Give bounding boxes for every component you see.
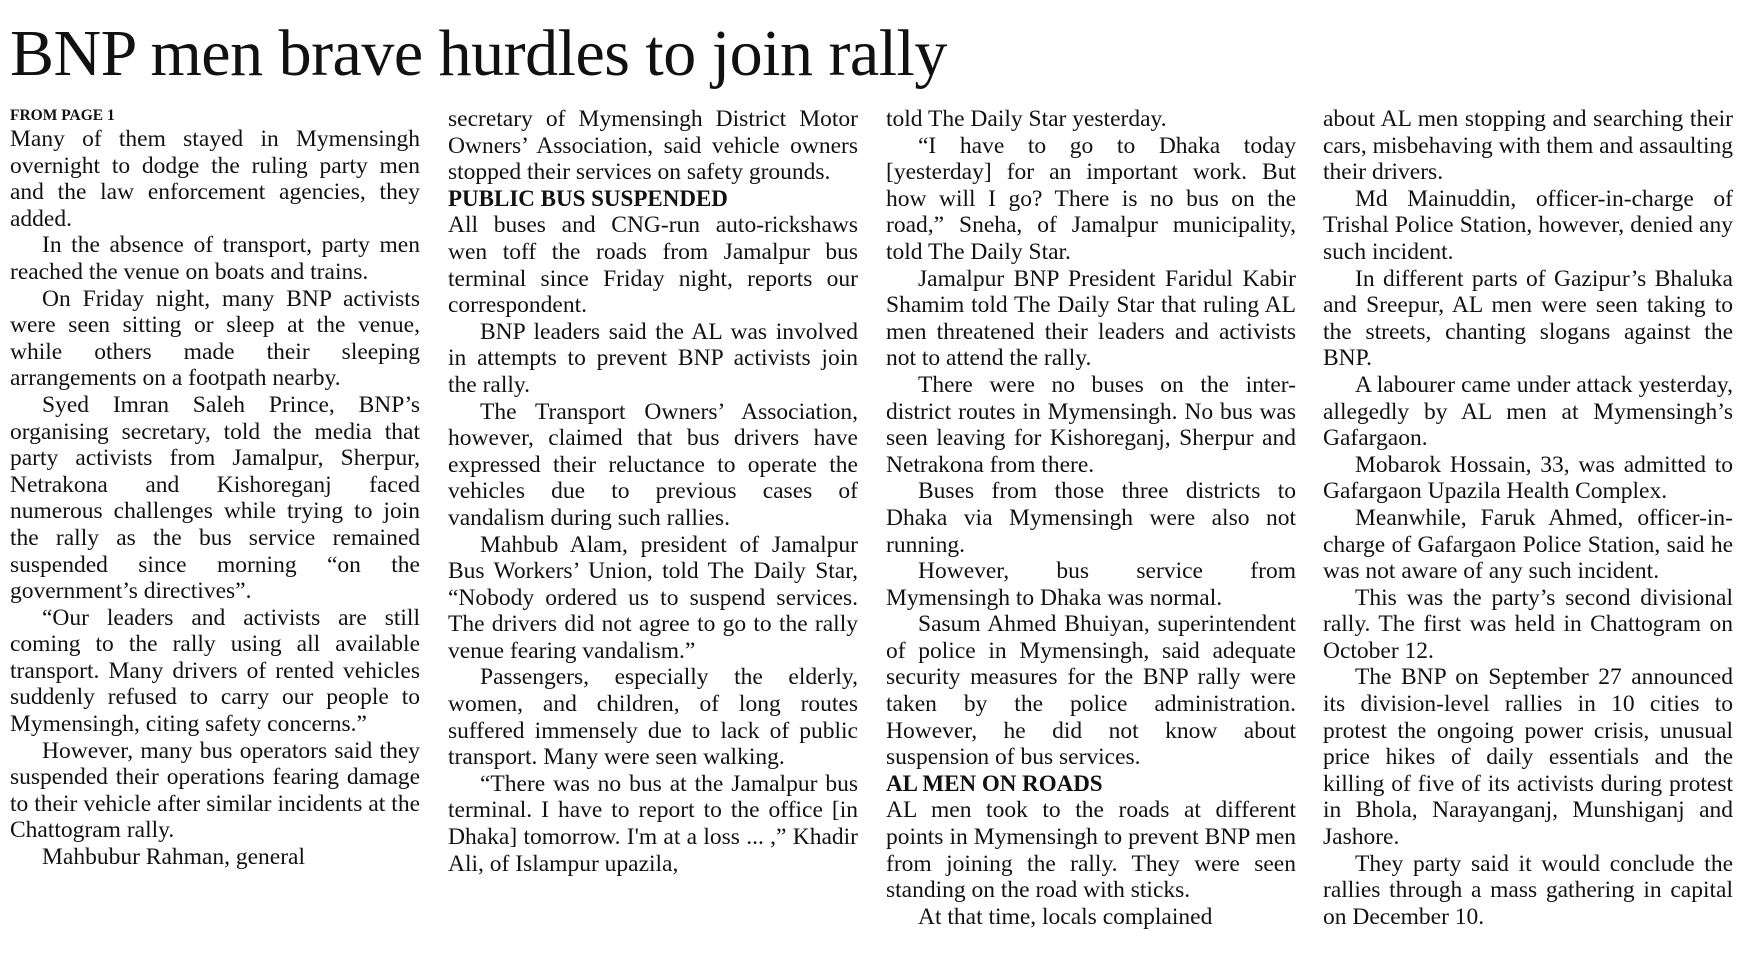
paragraph: secretary of Mymensingh District Motor Owners’ Association, said vehicle owners stopped their services on safety grounds. <box>448 106 858 186</box>
section-subhead: AL MEN ON ROADS <box>886 770 1103 796</box>
paragraph: Passengers, especially the elderly, women, and children, of long routes suffered immensely due to lack of public transport. Many were seen walking. <box>448 664 858 771</box>
paragraph: Sasum Ahmed Bhuiyan, superintendent of police in Mymensingh, said adequate security measures for the BNP rally were taken by the police administration. However, he did not know about suspension of bus services. <box>886 611 1296 771</box>
paragraph: This was the party’s second divisional rally. The first was held in Chattogram on October 12. <box>1323 584 1733 664</box>
paragraph: “Our leaders and activists are still coming to the rally using all available transport. Many drivers of rented vehicles suddenly refused to carry our people to Mymensingh, citing safety concerns.” <box>10 604 420 738</box>
paragraph: Many of them stayed in Mymensingh overnight to dodge the ruling party men and the law enforcement agencies, they added. <box>10 126 420 232</box>
paragraph: However, many bus operators said they suspended their operations fearing damage to their vehicle after similar incidents at the Chattogram rally. <box>10 737 420 844</box>
paragraph: However, bus service from Mymensingh to Dhaka was normal. <box>886 558 1296 611</box>
article-column-3 <box>886 106 1296 930</box>
paragraph: told The Daily Star yesterday. <box>886 106 1167 132</box>
paragraph: All buses and CNG-run auto-rickshaws wen toff the roads from Jamalpur bus terminal since Friday night, reports our correspondent. <box>448 212 858 319</box>
paragraph: The Transport Owners’ Association, however, claimed that bus drivers have expressed their reluctance to operate the vehicles due to previous cases of vandalism during such rallies. <box>448 398 858 531</box>
paragraph: Mahbubur Rahman, general <box>42 844 305 871</box>
paragraph: A labourer came under attack yesterday, allegedly by AL men at Mymensingh’s Gafargaon. <box>1323 371 1733 452</box>
paragraph: On Friday night, many BNP activists were seen sitting or sleep at the venue, while others made their sleeping arrangements on a footpath nearby. <box>10 285 420 392</box>
paragraph: about AL men stopping and searching their cars, misbehaving with them and assaulting their drivers. <box>1323 106 1733 186</box>
paragraph: AL men took to the roads at different points in Mymensingh to prevent BNP men from joining the rally. They were seen standing on the road with sticks. <box>886 797 1296 904</box>
paragraph: The BNP on September 27 announced its division-level rallies in 10 cities to protest the ongoing power crisis, unusual price hikes of daily essentials and the killing of five of its activists during protest in Bhola, Narayanganj, Munshiganj and Jashore. <box>1323 664 1733 851</box>
paragraph: Mahbub Alam, president of Jamalpur Bus Workers’ Union, told The Daily Star, “Nobody ordered us to suspend services. The drivers did not agree to go to the rally venue fearing vandalism.” <box>448 531 858 664</box>
paragraph: At that time, locals complained <box>918 903 1213 930</box>
paragraph: Mobarok Hossain, 33, was admitted to Gafargaon Upazila Health Complex. <box>1323 451 1733 505</box>
paragraph: There were no buses on the inter-district routes in Mymensingh. No bus was seen leaving for Kishoreganj, Sherpur and Netrakona from there. <box>886 371 1296 478</box>
paragraph: Syed Imran Saleh Prince, BNP’s organising secretary, told the media that party activists from Jamalpur, Sherpur, Netrakona and Kishoreganj faced numerous challenges while trying to join the rally as the bus service remained suspended since morning “on the government’s directives”. <box>10 391 420 605</box>
paragraph: Meanwhile, Faruk Ahmed, officer-in-charge of Gafargaon Police Station, said he was not aware of any such incident. <box>1323 504 1733 585</box>
paragraph: Md Mainuddin, officer-in-charge of Trishal Police Station, however, denied any such incident. <box>1323 185 1733 265</box>
headline: BNP men brave hurdles to join rally <box>10 17 947 90</box>
paragraph: In different parts of Gazipur’s Bhaluka and Sreepur, AL men were seen taking to the streets, chanting slogans against the BNP. <box>1323 265 1733 372</box>
paragraph: BNP leaders said the AL was involved in attempts to prevent BNP activists join the rally. <box>448 318 858 398</box>
article-column-4 <box>1323 106 1733 930</box>
section-subhead: PUBLIC BUS SUSPENDED <box>448 185 728 211</box>
paragraph: “I have to go to Dhaka today [yesterday] for an important work. But how will I go? There is no bus on the road,” Sneha, of Jamalpur municipality, told The Daily Star. <box>886 132 1296 265</box>
paragraph: “There was no bus at the Jamalpur bus terminal. I have to report to the office [in Dhaka] tomorrow. I'm at a loss ... ,” Khadir Ali, of Islampur upazila, <box>448 770 858 877</box>
kicker-label: FROM PAGE 1 <box>10 107 115 124</box>
paragraph: In the absence of transport, party men reached the venue on boats and trains. <box>10 232 420 285</box>
paragraph: Buses from those three districts to Dhaka via Mymensingh were also not running. <box>886 478 1296 558</box>
paragraph: They party said it would conclude the rallies through a mass gathering in capital on December 10. <box>1323 850 1733 930</box>
article-column-2 <box>448 106 858 877</box>
article-column-1 <box>10 106 420 871</box>
paragraph: Jamalpur BNP President Faridul Kabir Shamim told The Daily Star that ruling AL men threatened their leaders and activists not to attend the rally. <box>886 265 1296 372</box>
